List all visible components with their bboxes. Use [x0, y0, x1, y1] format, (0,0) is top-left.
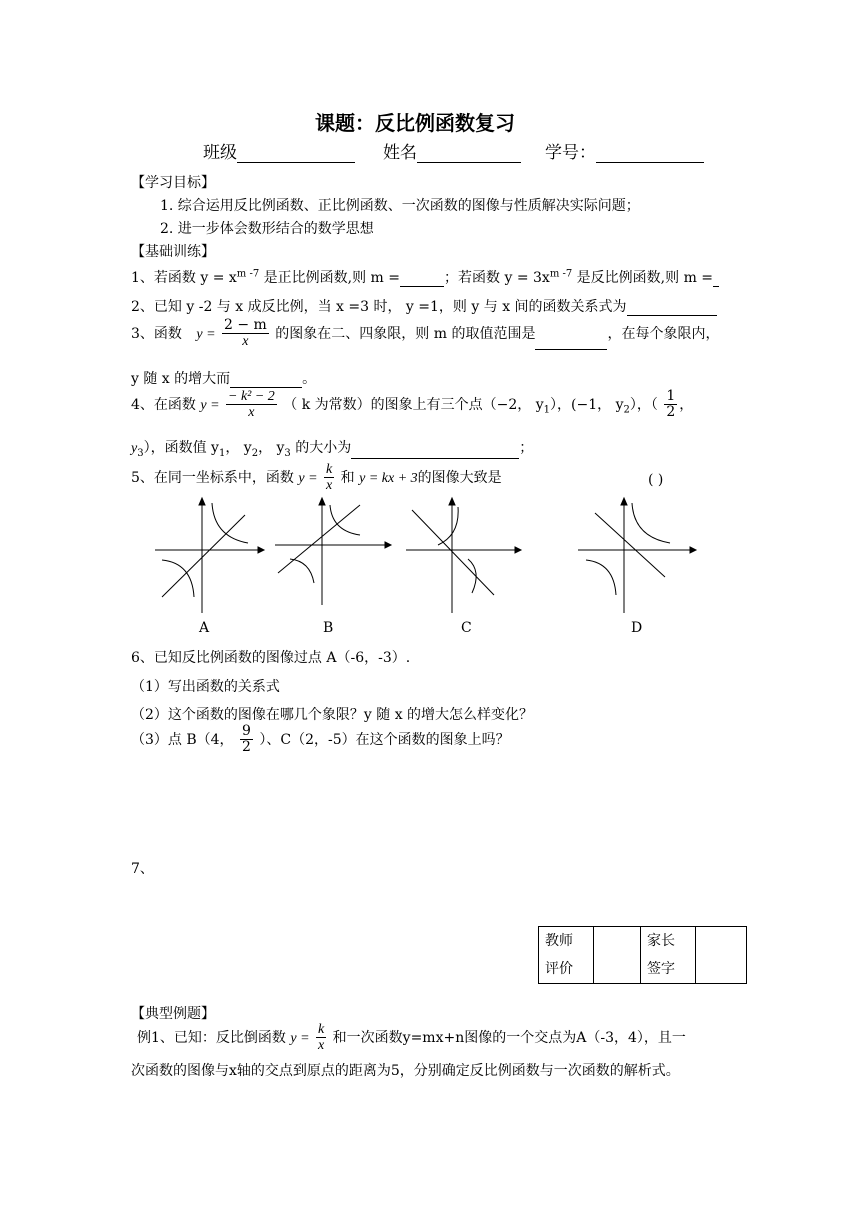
question-5: 5、在同一坐标系中，函数 y = $\frac{k}{x}$ 和 y = kx + 3的图像大致是: [131, 462, 502, 494]
question-3-line2: y 随 x 的增大而 。: [131, 371, 317, 387]
graph-d: [578, 498, 696, 613]
name-field: [383, 138, 521, 163]
id-label: 学号：: [545, 143, 596, 163]
section-basic: 【基础训练】: [131, 244, 215, 260]
q1-blank-1[interactable]: [400, 271, 444, 287]
q4-blank[interactable]: [351, 443, 519, 459]
question-3: 3、函数 y = $\frac{2 - m}{x}$ 的图象在二、四象限，则 m 的取值范围是 ，在每个象限内，: [131, 317, 720, 350]
q3-fraction: $\frac{2 - m}{x}$: [224, 317, 267, 350]
parent-sign-cell[interactable]: [696, 927, 747, 984]
class-blank[interactable]: [237, 147, 355, 163]
question-6-part2: （2）这个函数的图像在哪几个象限？y 随 x 的增大怎么样变化？: [131, 707, 534, 723]
q5-graphs: [150, 495, 740, 620]
q3-blank-1[interactable]: [535, 334, 607, 350]
q6-fraction: $\frac{9}{2}$: [242, 723, 251, 756]
graph-a: [155, 498, 264, 613]
teacher-eval-label: 教师 评价: [539, 927, 594, 984]
q3-blank-2[interactable]: [230, 372, 302, 388]
id-blank[interactable]: [596, 147, 704, 163]
class-label: 班级: [203, 143, 237, 163]
example-1-line2: 次函数的图像与x轴的交点到原点的距离为5，分别确定反比例函数与一次函数的解析式。: [131, 1063, 680, 1079]
q1-blank-2[interactable]: [713, 271, 719, 287]
graph-c: [406, 498, 521, 613]
goal-item: 1. 综合运用反比例函数、正比例函数、一次函数的图像与性质解决实际问题；: [160, 198, 640, 214]
question-6-part3: （3）点 B（4， $\frac{9}{2}$ ）、C（2，-5）在这个函数的图象上吗？: [131, 723, 510, 756]
option-d[interactable]: D: [631, 620, 643, 636]
name-label: 姓名: [383, 143, 417, 163]
teacher-eval-cell[interactable]: [594, 927, 641, 984]
name-blank[interactable]: [417, 147, 521, 163]
q4-half-fraction: $\frac{1}{2}$: [666, 388, 676, 421]
class-field: [203, 138, 355, 163]
question-1: 1、若函数 $y = x^{m -7}$ 是正比例函数,则 m = ；若函数 $y = 3x^{m -7}$ 是反比例函数,则 m =: [131, 267, 719, 287]
question-6-part1: （1）写出函数的关系式: [131, 679, 280, 695]
section-examples: 【典型例题】: [131, 1006, 215, 1022]
example-1: 例1、已知：反比倒函数 y = $\frac{k}{x}$ 和一次函数y=mx+n图像的一个交点为A（-3，4），且一: [137, 1022, 686, 1054]
id-field: [545, 138, 704, 163]
option-b[interactable]: B: [323, 620, 334, 636]
q5-fraction: $\frac{k}{x}$: [326, 462, 333, 494]
section-goals: 【学习目标】: [131, 175, 215, 191]
signature-table: [538, 926, 747, 984]
page-title: 课题：反比例函数复习: [315, 111, 515, 135]
option-a[interactable]: A: [199, 620, 210, 636]
question-7: 7、: [131, 861, 154, 877]
graph-b: [275, 498, 391, 605]
example1-fraction: $\frac{k}{x}$: [318, 1022, 325, 1054]
parent-sign-label: 家长 签字: [641, 927, 696, 984]
question-2: 2、已知 y -2 与 x 成反比例，当 x =3 时， y =1，则 y 与 x 间的函数关系式为: [131, 296, 717, 316]
question-4-line2: $y_3$），函数值 $y_1$， $y_2$， $y_3$ 的大小为 ；: [131, 440, 534, 459]
goal-item: 2. 进一步体会数形结合的数学思想: [160, 221, 374, 237]
q5-answer-paren[interactable]: ( ): [648, 472, 664, 488]
q2-blank[interactable]: [627, 300, 717, 316]
q4-fraction: $\frac{\text{− k² − 2}}{x}$: [228, 389, 275, 421]
question-4: 4、在函数 y = $\frac{\text{− k² − 2}}{x}$ （ k 为常数）的图象上有三个点（−2， $y_1$），(−1， $y_2$），（ $\frac{1}{2}$ ，: [131, 388, 694, 421]
question-6: 6、已知反比例函数的图像过点 A（-6，-3）.: [131, 650, 411, 666]
option-c[interactable]: C: [461, 620, 472, 636]
